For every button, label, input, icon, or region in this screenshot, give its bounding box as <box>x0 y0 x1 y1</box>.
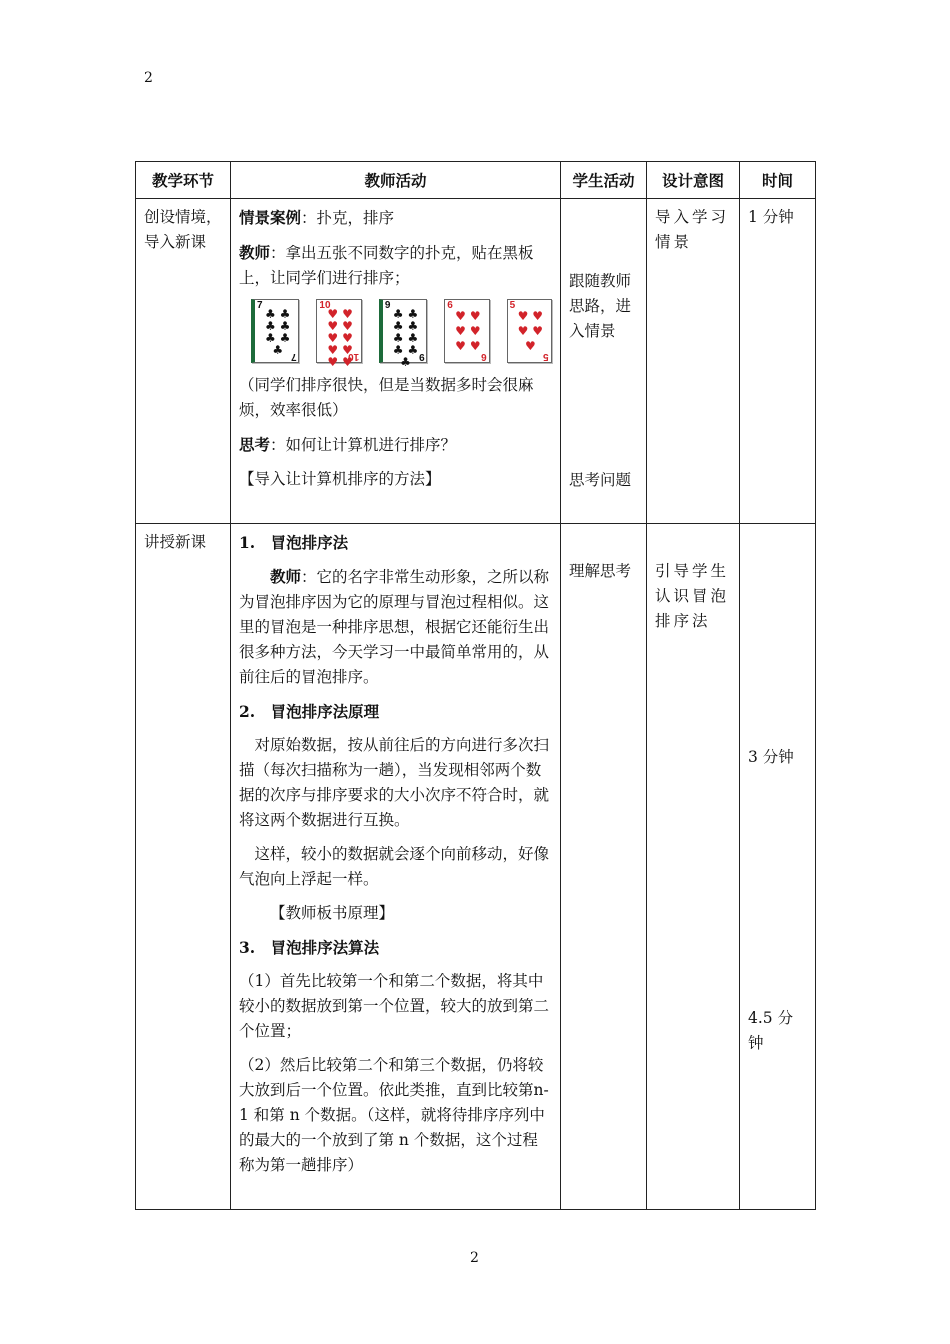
heart-icon: ♥ <box>455 339 466 354</box>
time-value-1: 3 分钟 <box>748 748 794 766</box>
playing-card-9 <box>379 299 427 369</box>
heart-icon: ♥ <box>342 343 353 357</box>
page-number-top: 2 <box>144 70 153 86</box>
club-icon: ♣ <box>264 307 276 321</box>
heart-icon: ♥ <box>532 323 544 338</box>
principle-text: 对原始数据，按从前往后的方向进行多次扫描（每次扫描称为一趟），当发现相邻两个数据的次序与排序要求的大小次序不符合时，就将这两个数据进行互换。 <box>239 736 550 829</box>
club-icon: ♣ <box>392 319 404 333</box>
lesson-plan-table <box>135 161 816 1210</box>
teacher-label: 教师 <box>239 243 271 262</box>
club-icon: ♣ <box>407 319 419 333</box>
club-icon: ♣ <box>264 319 276 333</box>
heart-icon: ♥ <box>517 323 529 338</box>
club-icon: ♣ <box>407 307 419 321</box>
heart-icon: ♥ <box>327 355 339 369</box>
section-heading-1: 1. 冒泡排序法 <box>239 533 349 552</box>
lead-text: 【导入让计算机排序的方法】 <box>239 470 441 488</box>
header-teacher-activity: 教师活动 <box>231 162 561 199</box>
algorithm-step-1: （1）首先比较第一个和第二个数据，将其中较小的数据放到第一个位置，较大的放到第二个位置； <box>239 972 550 1040</box>
think-text: ：如何让计算机进行排序？ <box>270 436 457 454</box>
card-rank: 7 <box>257 300 263 311</box>
note-text: （同学们排序很快，但是当数据多时会很麻烦，效率很低） <box>239 376 534 419</box>
playing-card-7 <box>251 299 299 363</box>
header-design-intent: 设计意图 <box>647 162 740 199</box>
header-student-activity: 学生活动 <box>561 162 647 199</box>
section-heading-2: 2. 冒泡排序法原理 <box>239 702 380 721</box>
playing-cards <box>251 299 552 369</box>
heart-icon: ♥ <box>455 323 466 338</box>
heart-icon: ♥ <box>327 307 339 321</box>
club-icon: ♣ <box>407 343 419 357</box>
card-rank: 6 <box>447 300 453 311</box>
bubble-text: 这样，较小的数据就会逐个向前移动，好像气泡向上浮起一样。 <box>239 845 550 888</box>
student-activity-2: 思考问题 <box>569 471 632 489</box>
club-icon: ♣ <box>407 331 419 345</box>
design-intent-cell: 导入学习情景 <box>655 208 730 251</box>
p1-text: ：它的名字非常生动形象，之所以称为冒泡排序因为它的原理与冒泡过程相似。这里的冒泡是一种排序思想，根据它还能衍生出很多种方法，今天学习一中最简单常用的，从前往后的冒泡排序。 <box>239 568 550 686</box>
heart-icon: ♥ <box>342 331 353 345</box>
heart-icon: ♥ <box>342 319 353 333</box>
stage-cell: 讲授新课 <box>144 533 207 551</box>
playing-card-6 <box>444 299 489 363</box>
card-rank: 10 <box>347 351 359 362</box>
club-icon: ♣ <box>279 319 291 333</box>
heart-icon: ♥ <box>342 355 353 369</box>
heart-icon: ♥ <box>469 339 481 354</box>
card-pips <box>263 307 292 357</box>
club-icon: ♣ <box>279 331 291 345</box>
case-label: 情景案例 <box>239 208 302 227</box>
teacher-text: ：拿出五张不同数字的扑克，贴在黑板上，让同学们进行排序； <box>239 244 534 287</box>
club-icon: ♣ <box>392 307 404 321</box>
table-header-row <box>136 162 816 199</box>
playing-card-10 <box>316 299 361 369</box>
time-value-2: 4.5 分钟 <box>748 1009 794 1052</box>
heart-icon: ♥ <box>469 308 481 323</box>
card-rank: 9 <box>418 351 425 362</box>
heart-icon: ♥ <box>455 308 466 323</box>
card-pips <box>516 308 545 354</box>
card-rank: 9 <box>384 300 391 311</box>
page-number-bottom: 2 <box>470 1250 479 1266</box>
time-cell: 1 分钟 <box>748 208 794 226</box>
heart-icon: ♥ <box>342 307 353 321</box>
think-label: 思考 <box>239 435 271 454</box>
student-activity-cell: 理解思考 <box>569 562 632 580</box>
playing-card-5 <box>507 299 552 363</box>
card-pips <box>391 307 420 369</box>
case-text: ：扑克，排序 <box>301 209 395 227</box>
card-rank: 5 <box>543 351 550 362</box>
card-rank: 10 <box>319 300 331 311</box>
heart-icon: ♥ <box>327 343 339 357</box>
heart-icon: ♥ <box>524 339 536 354</box>
club-icon: ♣ <box>400 355 411 369</box>
p1-label: 教师 <box>270 567 302 586</box>
design-intent-cell: 引导学生认识冒泡排序法 <box>655 562 730 630</box>
club-icon: ♣ <box>264 331 276 345</box>
club-icon: ♣ <box>392 331 404 345</box>
header-stage: 教学环节 <box>136 162 231 199</box>
algorithm-step-2: （2）然后比较第二个和第三个数据，仍将较大放到后一个位置。依此类推，直到比较第n-1 和第 n 个数据。（这样，就将待排序序列中的最大的一个放到了第 n 个数据，这个过程称为第一趟排序） <box>239 1056 549 1174</box>
table-row <box>136 199 816 524</box>
section-heading-3: 3. 冒泡排序法算法 <box>239 938 380 957</box>
heart-icon: ♥ <box>517 308 529 323</box>
teacher-activity-cell <box>231 524 560 1184</box>
card-rank: 5 <box>509 300 516 311</box>
stage-cell: 创设情境，导入新课 <box>144 208 222 251</box>
club-icon: ♣ <box>392 343 404 357</box>
heart-icon: ♥ <box>327 319 339 333</box>
board-note: 【教师板书原理】 <box>270 904 395 922</box>
heart-icon: ♥ <box>327 331 339 345</box>
table-row <box>136 524 816 1210</box>
header-time: 时间 <box>740 162 816 199</box>
club-icon: ♣ <box>272 343 284 357</box>
club-icon: ♣ <box>279 307 291 321</box>
student-activity-1: 跟随教师思路，进入情景 <box>569 272 632 340</box>
card-rank: 7 <box>290 351 297 362</box>
card-rank: 6 <box>481 351 487 362</box>
card-pips <box>453 308 482 354</box>
heart-icon: ♥ <box>469 323 481 338</box>
teacher-activity-cell <box>231 199 560 498</box>
heart-icon: ♥ <box>532 308 544 323</box>
